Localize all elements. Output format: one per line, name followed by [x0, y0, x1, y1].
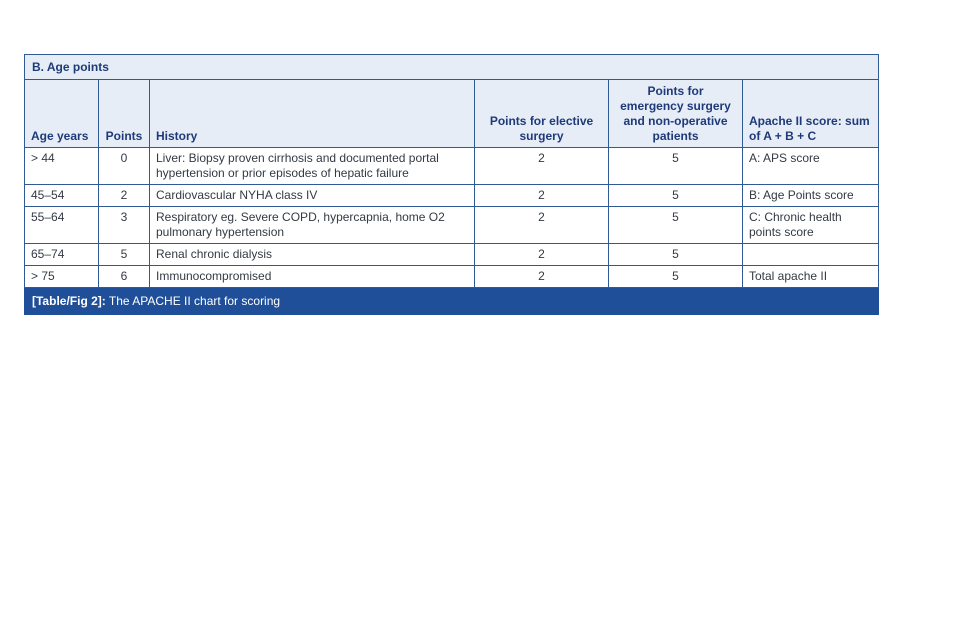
elective-cell: 2 [475, 266, 609, 288]
emergency-cell: 5 [609, 207, 743, 244]
elective-cell: 2 [475, 207, 609, 244]
elective-cell: 2 [475, 185, 609, 207]
column-header-row [25, 80, 879, 148]
points-cell: 5 [99, 244, 150, 266]
apache-table-container [24, 54, 878, 315]
emergency-cell: 5 [609, 244, 743, 266]
points-cell: 2 [99, 185, 150, 207]
age-cell: 45–54 [25, 185, 99, 207]
caption-row [25, 288, 879, 315]
caption-label: [Table/Fig 2]: [32, 293, 106, 308]
history-cell: Liver: Biopsy proven cirrhosis and documented portal hypertension or prior episodes of hepatic failure [150, 148, 475, 185]
points-cell: 6 [99, 266, 150, 288]
column-header-points: Points [99, 80, 150, 148]
emergency-cell: 5 [609, 148, 743, 185]
table-row [25, 266, 879, 288]
age-cell: > 75 [25, 266, 99, 288]
elective-cell: 2 [475, 244, 609, 266]
age-cell: > 44 [25, 148, 99, 185]
column-header-score: Apache II score: sum of A + B + C [743, 80, 879, 148]
history-cell: Renal chronic dialysis [150, 244, 475, 266]
score-cell: C: Chronic health points score [743, 207, 879, 244]
elective-cell: 2 [475, 148, 609, 185]
column-header-history: History [150, 80, 475, 148]
score-cell: B: Age Points score [743, 185, 879, 207]
column-header-elective: Points for elective surgery [475, 80, 609, 148]
column-header-emergency: Points for emergency surgery and non-operative patients [609, 80, 743, 148]
points-cell: 3 [99, 207, 150, 244]
table-row [25, 244, 879, 266]
points-cell: 0 [99, 148, 150, 185]
score-cell: Total apache II [743, 266, 879, 288]
score-cell [743, 244, 879, 266]
table-row [25, 207, 879, 244]
table-caption [25, 288, 879, 315]
age-cell: 55–64 [25, 207, 99, 244]
column-header-age: Age years [25, 80, 99, 148]
history-cell: Cardiovascular NYHA class IV [150, 185, 475, 207]
emergency-cell: 5 [609, 185, 743, 207]
score-cell: A: APS score [743, 148, 879, 185]
section-header-row [25, 55, 879, 80]
apache-ii-table [24, 54, 879, 315]
age-cell: 65–74 [25, 244, 99, 266]
history-cell: Respiratory eg. Severe COPD, hypercapnia, home O2 pulmonary hypertension [150, 207, 475, 244]
caption-text: The APACHE II chart for scoring [105, 293, 281, 308]
emergency-cell: 5 [609, 266, 743, 288]
history-cell: Immunocompromised [150, 266, 475, 288]
section-title: B. Age points [25, 55, 879, 80]
table-row [25, 148, 879, 185]
table-row [25, 185, 879, 207]
